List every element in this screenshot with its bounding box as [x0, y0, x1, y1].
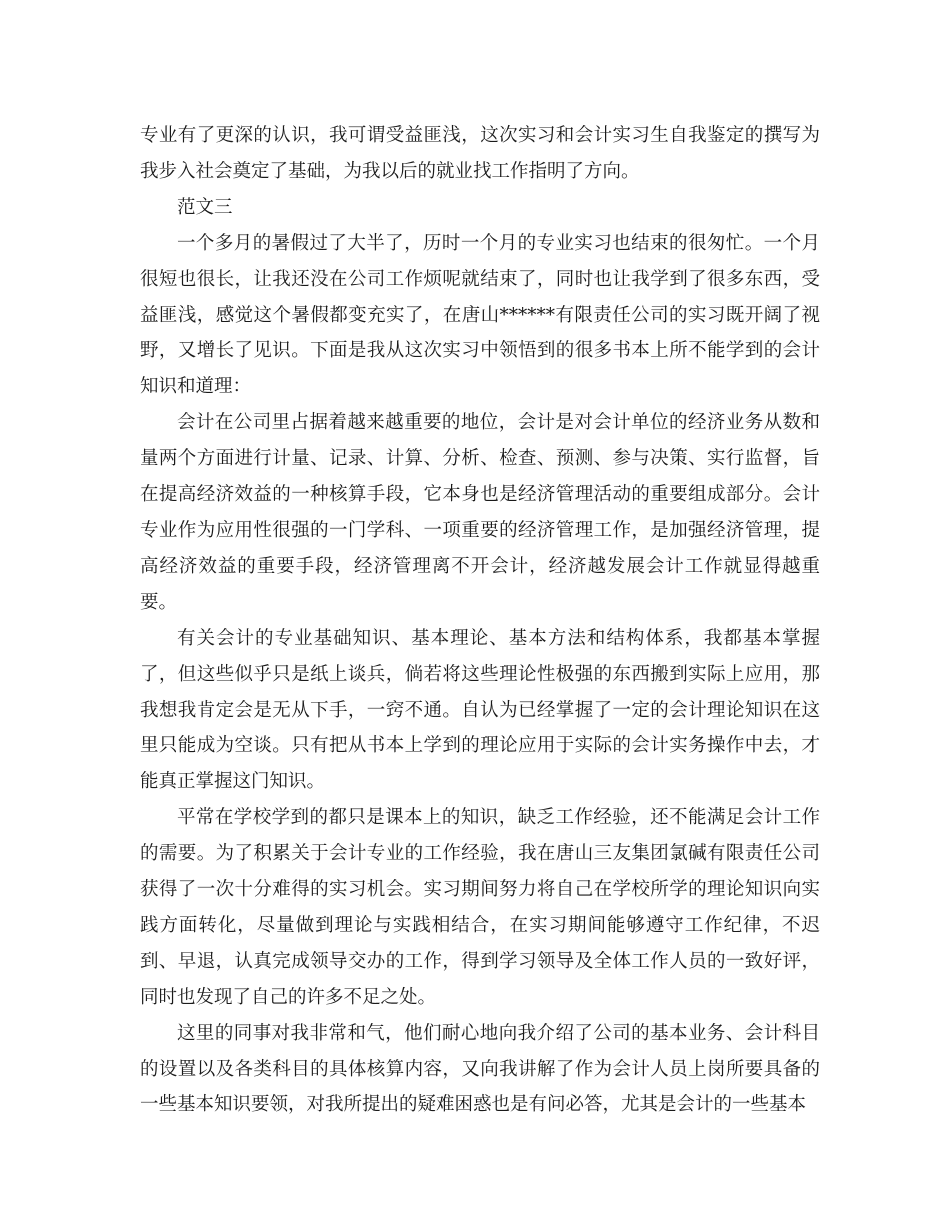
paragraph-1: 专业有了更深的认识，我可谓受益匪浅，这次实习和会计实习生自我鉴定的撰写为我步入社会奠定了基础，为我以后的就业找工作指明了方向。: [140, 125, 820, 182]
paragraph-3: 一个多月的暑假过了大半了，历时一个月的专业实习也结束的很匆忙。一个月很短也很长，让我还没在公司工作烦呢就结束了，同时也让我学到了很多东西，受益匪浅，感觉这个暑假都变充实了，在唐山******有限责任公司的实习既开阔了视野，又增长了见识。下面是我从这次实习中领悟到的很多书本上所不能学到的会计知识和道理：: [140, 232, 820, 398]
paragraph-5: 有关会计的专业基础知识、基本理论、基本方法和结构体系，我都基本掌握了，但这些似乎只是纸上谈兵，倘若将这些理论性极强的东西搬到实际上应用，那我想我肯定会是无从下手，一窍不通。自认为已经掌握了一定的会计理论知识在这里只能成为空谈。只有把从书本上学到的理论应用于实际的会计实务操作中去，才能真正掌握这门知识。: [140, 627, 820, 793]
section-heading-fanwen-san: 范文三: [177, 196, 233, 218]
paragraph-6: 平常在学校学到的都只是课本上的知识，缺乏工作经验，还不能满足会计工作的需要。为了积累关于会计专业的工作经验，我在唐山三友集团氯碱有限责任公司获得了一次十分难得的实习机会。实习期间努力将自己在学校所学的理论知识向实践方面转化，尽量做到理论与实践相结合，在实习期间能够遵守工作纪律，不迟到、早退，认真完成领导交办的工作，得到学习领导及全体工作人员的一致好评，同时也发现了自己的许多不足之处。: [140, 807, 820, 1008]
paragraph-4: 会计在公司里占据着越来越重要的地位，会计是对会计单位的经济业务从数和量两个方面进行计量、记录、计算、分析、检查、预测、参与决策、实行监督，旨在提高经济效益的一种核算手段，它本身也是经济管理活动的重要组成部分。会计专业作为应用性很强的一门学科、一项重要的经济管理工作，是加强经济管理，提高经济效益的重要手段，经济管理离不开会计，经济越发展会计工作就显得越重要。: [140, 412, 820, 613]
paragraph-7: 这里的同事对我非常和气，他们耐心地向我介绍了公司的基本业务、会计科目的设置以及各类科目的具体核算内容，又向我讲解了作为会计人员上岗所要具备的一些基本知识要领，对我所提出的疑难困惑也是有问必答，尤其是会计的一些基本: [140, 1022, 820, 1116]
document-body: [140, 118, 820, 1123]
